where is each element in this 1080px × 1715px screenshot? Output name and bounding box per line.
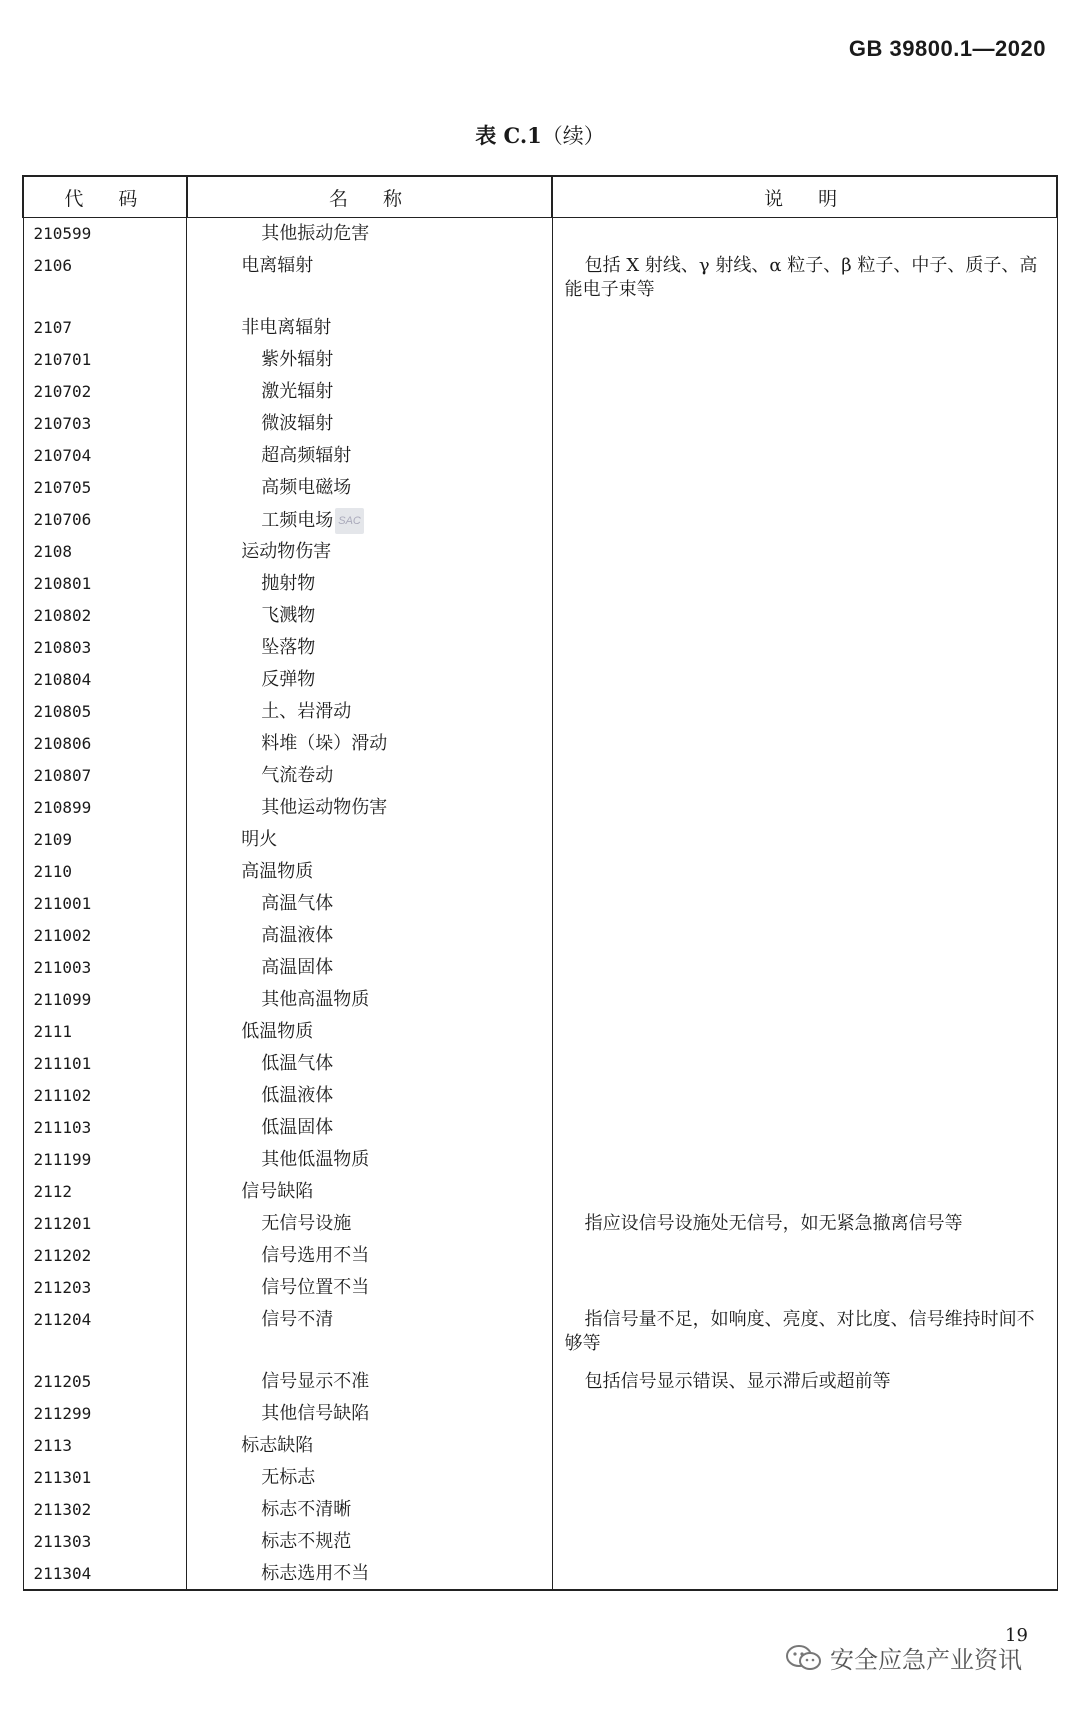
cell-code: 210703: [23, 408, 187, 440]
cell-name: [187, 600, 552, 632]
cell-code: 2107: [23, 312, 187, 344]
cell-description: [552, 1558, 1057, 1590]
cell-name: [187, 856, 552, 888]
table-row: [23, 472, 1057, 504]
cell-code: 210802: [23, 600, 187, 632]
cell-name: [187, 664, 552, 696]
cell-code: 2106: [23, 250, 187, 312]
cell-name: [187, 408, 552, 440]
cell-name: [187, 1304, 552, 1366]
cell-name: [187, 1494, 552, 1526]
cell-name: [187, 696, 552, 728]
cell-code: 211202: [23, 1240, 187, 1272]
cell-code: 211002: [23, 920, 187, 952]
cell-name: [187, 1272, 552, 1304]
watermark-text: 安全应急产业资讯: [830, 1646, 1022, 1674]
cell-code: 211201: [23, 1208, 187, 1240]
cell-code: 211003: [23, 952, 187, 984]
cell-code: 210702: [23, 376, 187, 408]
column-header-code: 代 码: [23, 176, 187, 218]
cell-description: [552, 888, 1057, 920]
table-row: [23, 1494, 1057, 1526]
cell-name-text: 信号位置不当: [261, 1276, 370, 1298]
table-row: [23, 664, 1057, 696]
cell-code: 211102: [23, 1080, 187, 1112]
cell-description: [552, 920, 1057, 952]
cell-code: 210899: [23, 792, 187, 824]
cell-code: 211101: [23, 1048, 187, 1080]
table-row: [23, 1080, 1057, 1112]
cell-description-text: 包括 X 射线、γ 射线、α 粒子、β 粒子、中子、质子、高能电子束等: [564, 254, 1038, 300]
cell-code: 211303: [23, 1526, 187, 1558]
cell-name-text: 运动物伤害: [241, 540, 332, 562]
cell-code: 210599: [23, 218, 187, 250]
table-row: [23, 696, 1057, 728]
table-title-suffix: （续）: [541, 124, 605, 148]
cell-name-text: 低温气体: [261, 1052, 334, 1074]
cell-code: 211301: [23, 1462, 187, 1494]
cell-name: [187, 760, 552, 792]
cell-name: [187, 250, 552, 312]
cell-name: [187, 1240, 552, 1272]
table-row: [23, 792, 1057, 824]
table-row: [23, 536, 1057, 568]
cell-code: 2113: [23, 1430, 187, 1462]
cell-name: [187, 1558, 552, 1590]
cell-name: [187, 1366, 552, 1398]
table-row: [23, 376, 1057, 408]
cell-code: 210801: [23, 568, 187, 600]
cell-name-text: 低温固体: [261, 1116, 334, 1138]
cell-description: [552, 632, 1057, 664]
table-row: [23, 888, 1057, 920]
table-title-label: 表 C.1: [475, 123, 542, 148]
cell-name-text: 工频电场: [261, 509, 334, 531]
cell-name-text: 无标志: [261, 1466, 316, 1488]
cell-name: [187, 218, 552, 250]
cell-description: [552, 696, 1057, 728]
cell-description: [552, 1240, 1057, 1272]
cell-description: [552, 1112, 1057, 1144]
cell-code: 210805: [23, 696, 187, 728]
cell-name: [187, 1048, 552, 1080]
cell-name-text: 高温固体: [261, 956, 334, 978]
cell-name: [187, 1398, 552, 1430]
cell-name: [187, 792, 552, 824]
code-table: [22, 175, 1058, 1591]
cell-code: 210804: [23, 664, 187, 696]
table-row: [23, 1176, 1057, 1208]
cell-name-text: 其他振动危害: [261, 223, 370, 244]
table-row: [23, 1048, 1057, 1080]
table-header-row: [23, 176, 1057, 218]
cell-description: [552, 600, 1057, 632]
cell-name-text: 标志选用不当: [261, 1562, 370, 1584]
cell-name-text: 高温气体: [261, 892, 334, 914]
cell-description: [552, 664, 1057, 696]
table-row: [23, 1526, 1057, 1558]
cell-name-text: 紫外辐射: [261, 348, 334, 370]
column-header-name: 名 称: [187, 176, 552, 218]
cell-description: [552, 1016, 1057, 1048]
cell-code: 211199: [23, 1144, 187, 1176]
table-row: [23, 1112, 1057, 1144]
cell-code: 211099: [23, 984, 187, 1016]
table-row: [23, 1398, 1057, 1430]
cell-name-text: 其他高温物质: [261, 988, 370, 1010]
cell-name-text: 其他运动物伤害: [261, 796, 388, 818]
cell-name: [187, 568, 552, 600]
cell-description: [552, 984, 1057, 1016]
cell-description: [552, 344, 1057, 376]
cell-code: 211302: [23, 1494, 187, 1526]
cell-name: [187, 344, 552, 376]
cell-name-text: 电离辐射: [241, 254, 314, 276]
cell-name-text: 激光辐射: [261, 380, 334, 402]
table-row: [23, 760, 1057, 792]
cell-name-text: 信号缺陷: [241, 1180, 314, 1202]
table-row: [23, 1430, 1057, 1462]
cell-name-text: 微波辐射: [261, 412, 334, 434]
cell-code: 210807: [23, 760, 187, 792]
cell-name: [187, 888, 552, 920]
table-row: [23, 1208, 1057, 1240]
cell-description: [552, 1144, 1057, 1176]
cell-description: [552, 728, 1057, 760]
cell-name-text: 料堆（垛）滑动: [261, 732, 388, 754]
table-row: [23, 1240, 1057, 1272]
cell-description: [552, 408, 1057, 440]
cell-name: [187, 1080, 552, 1112]
cell-code: 211299: [23, 1398, 187, 1430]
cell-name: [187, 632, 552, 664]
cell-description: [552, 568, 1057, 600]
cell-name: [187, 1208, 552, 1240]
cell-description: [552, 824, 1057, 856]
cell-description: [552, 1366, 1057, 1398]
cell-name-text: 高温物质: [241, 860, 314, 882]
cell-name: [187, 952, 552, 984]
table-row: [23, 1016, 1057, 1048]
cell-code: 2110: [23, 856, 187, 888]
cell-code: 210705: [23, 472, 187, 504]
cell-name-text: 信号选用不当: [261, 1244, 370, 1266]
cell-name-text: 明火: [241, 828, 278, 850]
cell-name-text: 土、岩滑动: [261, 700, 352, 722]
cell-description: [552, 1176, 1057, 1208]
cell-description: [552, 312, 1057, 344]
cell-name-text: 低温物质: [241, 1020, 314, 1042]
cell-name-text: 气流卷动: [261, 764, 334, 786]
table-row: [23, 218, 1057, 250]
table-row: [23, 1144, 1057, 1176]
cell-name: [187, 1144, 552, 1176]
cell-name-text: 飞溅物: [261, 604, 316, 626]
cell-description: [552, 376, 1057, 408]
cell-code: 2111: [23, 1016, 187, 1048]
column-header-description: 说 明: [552, 176, 1057, 218]
cell-name: [187, 1526, 552, 1558]
cell-name-text: 信号不清: [261, 1308, 334, 1330]
cell-description: [552, 250, 1057, 312]
cell-description: [552, 1272, 1057, 1304]
cell-description-text: 指信号量不足，如响度、亮度、对比度、信号维持时间不够等: [564, 1308, 1035, 1354]
cell-description: [552, 1526, 1057, 1558]
cell-code: 210701: [23, 344, 187, 376]
cell-code: 211001: [23, 888, 187, 920]
watermark: [784, 1640, 1022, 1675]
cell-description: [552, 504, 1057, 536]
table-body: [23, 218, 1057, 1590]
table-row: [23, 568, 1057, 600]
table-row: [23, 250, 1057, 312]
sac-stamp-icon: SAC: [335, 508, 364, 534]
cell-name-text: 信号显示不准: [261, 1370, 370, 1392]
table-row: [23, 984, 1057, 1016]
table-row: [23, 632, 1057, 664]
cell-code: 2112: [23, 1176, 187, 1208]
cell-name-text: 其他信号缺陷: [261, 1402, 370, 1424]
table-row: [23, 920, 1057, 952]
cell-description: [552, 218, 1057, 250]
standard-code: GB 39800.1—2020: [848, 36, 1046, 61]
cell-description: [552, 472, 1057, 504]
table-title: [0, 120, 1080, 150]
cell-name: [187, 920, 552, 952]
cell-code: 211103: [23, 1112, 187, 1144]
cell-name-text: 超高频辐射: [261, 444, 352, 466]
cell-description: [552, 1048, 1057, 1080]
cell-name-text: 高频电磁场: [261, 476, 352, 498]
cell-name: [187, 1112, 552, 1144]
cell-name: [187, 1430, 552, 1462]
cell-description: [552, 952, 1057, 984]
cell-description: [552, 1398, 1057, 1430]
cell-description: [552, 760, 1057, 792]
cell-description-text: 指应设信号设施处无信号，如无紧急撤离信号等: [584, 1212, 963, 1234]
cell-name-text: 反弹物: [261, 668, 316, 690]
cell-name: [187, 504, 552, 536]
table-row: [23, 440, 1057, 472]
cell-code: 211205: [23, 1366, 187, 1398]
cell-code: 211204: [23, 1304, 187, 1366]
cell-code: 211304: [23, 1558, 187, 1590]
cell-code: 210803: [23, 632, 187, 664]
cell-name-text: 高温液体: [261, 924, 334, 946]
cell-description: [552, 856, 1057, 888]
cell-name-text: 非电离辐射: [241, 316, 332, 338]
table-row: [23, 600, 1057, 632]
cell-name-text: 无信号设施: [261, 1212, 352, 1234]
table-row: [23, 824, 1057, 856]
table-row: [23, 344, 1057, 376]
cell-name: [187, 1462, 552, 1494]
cell-name-text: 其他低温物质: [261, 1148, 370, 1170]
cell-description-text: 包括信号显示错误、显示滞后或超前等: [584, 1370, 891, 1392]
cell-name: [187, 728, 552, 760]
table-row: [23, 1366, 1057, 1398]
cell-name: [187, 472, 552, 504]
cell-name-text: 低温液体: [261, 1084, 334, 1106]
cell-code: 2109: [23, 824, 187, 856]
table-row: [23, 312, 1057, 344]
table-row: [23, 856, 1057, 888]
cell-description: [552, 792, 1057, 824]
cell-description: [552, 1430, 1057, 1462]
table-row: [23, 504, 1057, 536]
cell-name: [187, 984, 552, 1016]
cell-description: [552, 1208, 1057, 1240]
table-row: [23, 1304, 1057, 1366]
cell-description: [552, 1494, 1057, 1526]
cell-name: [187, 440, 552, 472]
table-row: [23, 1558, 1057, 1590]
cell-name-text: 标志不清晰: [261, 1498, 352, 1520]
cell-name-text: 标志不规范: [261, 1530, 352, 1552]
wechat-icon: [784, 1643, 824, 1673]
cell-code: 211203: [23, 1272, 187, 1304]
cell-description: [552, 440, 1057, 472]
cell-code: 210706: [23, 504, 187, 536]
table-row: [23, 408, 1057, 440]
cell-name: [187, 1016, 552, 1048]
table-row: [23, 1272, 1057, 1304]
table-row: [23, 1462, 1057, 1494]
cell-description: [552, 1080, 1057, 1112]
cell-name-text: 标志缺陷: [241, 1434, 314, 1456]
cell-name-text: 抛射物: [261, 572, 316, 594]
cell-name: [187, 312, 552, 344]
cell-name: [187, 824, 552, 856]
cell-name-text: 坠落物: [261, 636, 316, 658]
table-row: [23, 728, 1057, 760]
cell-description: [552, 536, 1057, 568]
cell-name: [187, 376, 552, 408]
cell-description: [552, 1304, 1057, 1366]
cell-name: [187, 1176, 552, 1208]
cell-code: 210806: [23, 728, 187, 760]
table-row: [23, 952, 1057, 984]
cell-code: 2108: [23, 536, 187, 568]
cell-name: [187, 536, 552, 568]
page-number: 19: [1005, 1625, 1028, 1646]
cell-description: [552, 1462, 1057, 1494]
cell-code: 210704: [23, 440, 187, 472]
